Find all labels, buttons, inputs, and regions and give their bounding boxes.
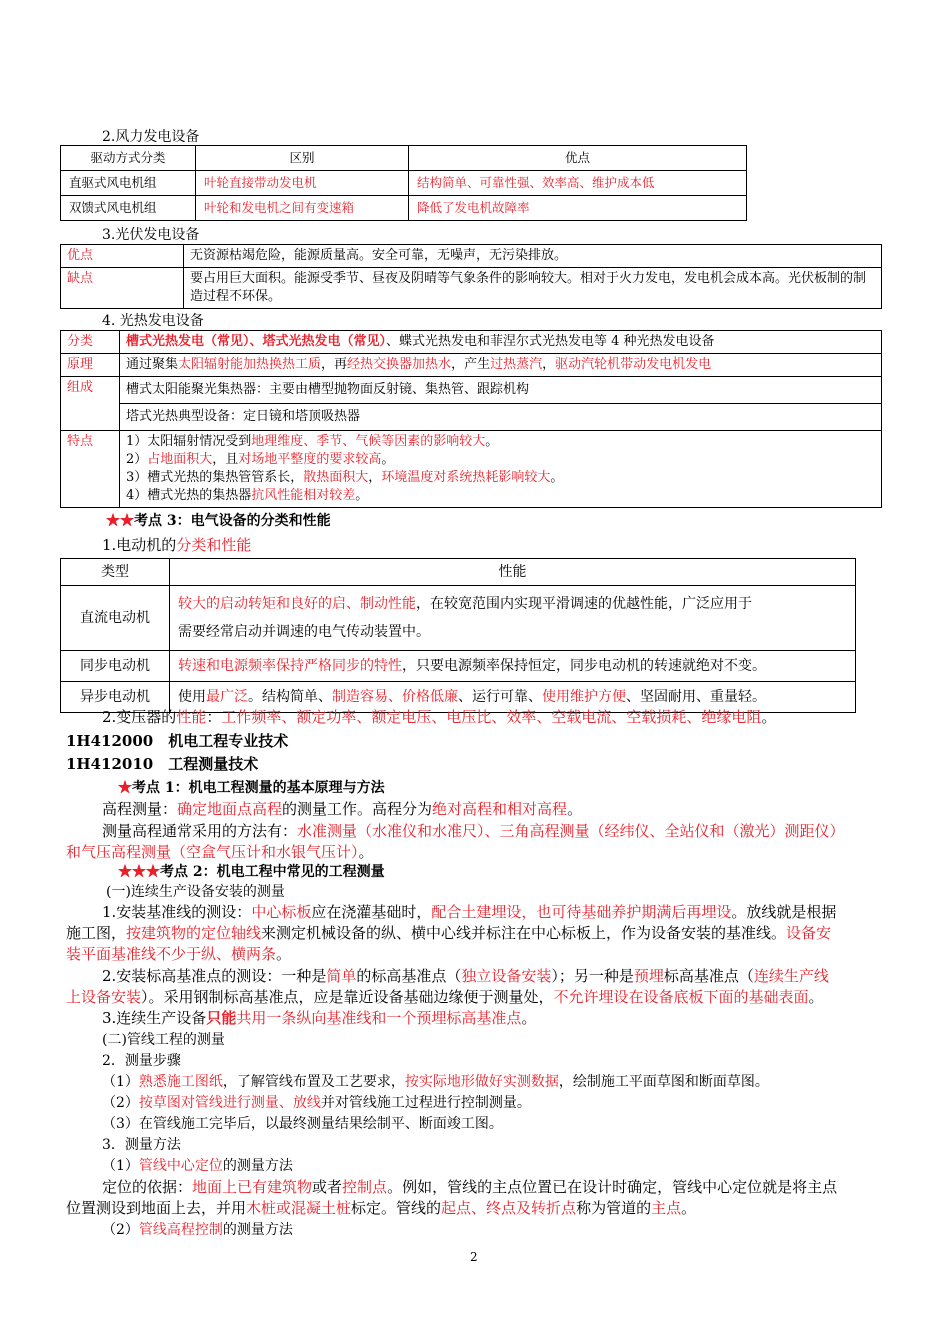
text-span: 。 — [355, 488, 369, 503]
paragraph — [102, 1219, 293, 1239]
text-span: 位置测设到地面上去，并用 — [66, 1199, 247, 1217]
star-icon: ★★ — [106, 513, 134, 529]
text-span: 按草图对管线进行测量、放线 — [138, 1095, 321, 1111]
text-span: 1.安装基准线的测设： — [102, 903, 252, 921]
text-span: 最广泛 — [206, 689, 248, 705]
text-span: 管线中心定位 — [138, 1158, 223, 1174]
pv-table — [60, 244, 882, 309]
text-span: 。 — [358, 843, 374, 861]
table-row — [61, 171, 747, 196]
table-cell: 组成 — [61, 377, 120, 431]
text-span: 。结构简单、 — [248, 689, 332, 705]
text-span: 主点 — [651, 1199, 682, 1217]
text-span: 的测量方法 — [222, 1222, 293, 1238]
table-cell: 无资源枯竭危险，能源质量高。安全可靠，无噪声，无污染排放。 — [184, 245, 882, 268]
text-span: 1）太阳辐射情况受到 — [126, 434, 252, 449]
text-span: 使用维护方便 — [542, 689, 626, 705]
text-span: 。 — [681, 1199, 697, 1217]
wind-title: 2.风力发电设备 — [102, 129, 200, 145]
text-span: 独立设备安装 — [461, 967, 552, 985]
text-span: 的标高基准点（ — [356, 967, 462, 985]
paragraph — [102, 798, 582, 819]
kd1-heading — [118, 777, 385, 797]
text-span: 按建筑物的定位轴线 — [126, 924, 262, 942]
table-row — [61, 245, 882, 268]
table-cell: 槽式太阳能聚光集热器：主要由槽型抛物面反射镜、集热管、跟踪机构 — [120, 377, 882, 404]
red-text: 驱动汽轮机带动发电机发电 — [555, 357, 712, 372]
text-span: 上设备安装 — [66, 988, 142, 1006]
text-span: 称为管道的 — [576, 1199, 652, 1217]
transformer-line — [102, 706, 776, 727]
table-row — [61, 268, 882, 309]
text-span: 和气压高程测量（空盒气压计和水银气压计） — [66, 843, 359, 861]
table-cell — [120, 331, 882, 354]
table-cell: 异步电动机 — [61, 682, 170, 713]
thermal-table — [60, 330, 882, 508]
table-row — [61, 377, 882, 404]
table-cell: 结构简单、可靠性强、效率高、维护成本低 — [409, 171, 747, 196]
text-span: 1.电动机的 — [102, 536, 177, 554]
list-item — [126, 451, 875, 469]
text-span: 简单 — [326, 967, 357, 985]
subsection-title: (二)管线工程的测量 — [102, 1032, 225, 1048]
text-span: ，绘制施工平面草图和断面草图。 — [558, 1074, 769, 1090]
text: 通过聚集 — [126, 357, 179, 372]
text-span: 预埋 — [633, 967, 664, 985]
text-span: 定位的依据： — [102, 1178, 193, 1196]
star-icon: ★★★ — [118, 864, 160, 880]
text-span: 制造容易、价格低廉 — [332, 689, 458, 705]
table-cell: 直流电动机 — [61, 586, 170, 651]
table-row — [61, 354, 882, 377]
text-span: 绝对高程和相对高程 — [432, 800, 568, 818]
text-span: 不允许埋设在设备底板下面的基础表面 — [553, 988, 809, 1006]
text-span: 共用一条纵向基准线和一个预埋标高基准点 — [236, 1009, 522, 1027]
text-span: 按实际地形做好实测数据 — [404, 1074, 559, 1090]
table-cell: 原理 — [61, 354, 120, 377]
table-cell: 叶轮直接带动发电机 — [196, 171, 409, 196]
text-span: 标高基准点（ — [663, 967, 754, 985]
text-span: 。 — [567, 800, 583, 818]
table-cell: 直驱式风电机组 — [61, 171, 196, 196]
paragraph — [102, 1071, 769, 1091]
text-span: （2） — [102, 1095, 139, 1111]
text-span: 占地面积大 — [147, 452, 213, 467]
table-row — [61, 651, 856, 682]
text-span: 应在浇灌基础时， — [311, 903, 432, 921]
paragraph — [102, 1092, 531, 1112]
thermal-title: 4. 光热发电设备 — [102, 313, 204, 329]
text-span: 使用 — [178, 689, 206, 705]
text-span: （1） — [102, 1158, 139, 1174]
text-span: 。 — [276, 945, 292, 963]
list-item — [61, 559, 856, 586]
text-span: 木桩或混凝土桩 — [246, 1199, 352, 1217]
table-cell: 同步电动机 — [61, 651, 170, 682]
paragraph — [66, 1197, 696, 1218]
star-icon: ★ — [118, 780, 132, 796]
text-span: 标定。管线的 — [351, 1199, 442, 1217]
text: ，再 — [321, 357, 348, 372]
paragraph — [102, 1155, 293, 1175]
text-span: 工作频率、额定功率、额定电压、电压比、效率、空载电流、空载损耗、绝缘电阻 — [221, 708, 762, 726]
text-span: 熟悉施工图纸 — [138, 1074, 223, 1090]
text-span: 需要经常启动并调速的电气传动装置中。 — [178, 624, 430, 640]
page-number: 2 — [470, 1250, 478, 1264]
table-cell — [120, 431, 882, 508]
table-cell: 特点 — [61, 431, 120, 508]
text-span: 地面上已有建筑物 — [192, 1178, 313, 1196]
text-span: 。 — [808, 988, 824, 1006]
text-span: 、坚固耐用、重量轻。 — [626, 689, 766, 705]
table-cell: 降低了发电机故障率 — [409, 196, 747, 221]
text-span: 的测量工作。高程分为 — [282, 800, 433, 818]
text-span: （2） — [102, 1222, 139, 1238]
text-span: ： — [206, 708, 222, 726]
paragraph — [102, 820, 845, 841]
list-item — [126, 433, 875, 451]
text-span: 。 — [550, 470, 564, 485]
table-cell — [170, 586, 856, 651]
text-span: 中心标板 — [251, 903, 312, 921]
pv-title: 3.光伏发电设备 — [102, 227, 200, 243]
text-span: 只能 — [206, 1009, 237, 1027]
text-span: 起点、终点及转折点 — [441, 1199, 577, 1217]
text-span: 、运行可靠、 — [458, 689, 542, 705]
motor-table — [60, 558, 856, 713]
paragraph — [66, 841, 374, 862]
text-span: 对场地平整度的要求较高 — [238, 452, 382, 467]
list-item — [126, 487, 875, 505]
text-span: 来测定机械设备的纵、横中心线并标注在中心标板上，作为设备安装的基准线。 — [261, 924, 787, 942]
table-cell — [170, 651, 856, 682]
table-row — [61, 331, 882, 354]
text-span: 较大的启动转矩和良好的启、制动性能 — [178, 596, 416, 612]
table-cell: 优点 — [61, 245, 184, 268]
text-span: 性能 — [176, 708, 207, 726]
text-span: 。例如，管线的主点位置已在设计时确定，管线中心定位就是将主点 — [387, 1178, 838, 1196]
table-row — [61, 404, 882, 431]
text-span: 3）槽式光热的集热管管系长， — [126, 470, 304, 485]
chapter-heading: 1H412000 机电工程专业技术 — [66, 732, 289, 750]
paragraph: （3）在管线施工完毕后，以最终测量结果绘制平、断面竣工图。 — [102, 1116, 503, 1132]
table-row — [61, 196, 747, 221]
list-item — [61, 146, 747, 171]
text-span: 确定地面点高程 — [177, 800, 283, 818]
paragraph — [102, 1176, 837, 1197]
text-span: 。 — [381, 452, 395, 467]
wind-table — [60, 145, 747, 221]
text-span: 。放线就是根据 — [731, 903, 837, 921]
red-text: 太阳辐射能加热换热工质 — [178, 357, 322, 372]
paragraph — [102, 965, 829, 986]
paragraph — [66, 922, 831, 943]
text-span: 或者 — [312, 1178, 343, 1196]
text-span: 管线高程控制 — [138, 1222, 223, 1238]
text-span: ，且 — [212, 452, 239, 467]
table-cell: 塔式光热典型设备：定日镜和塔顶吸热器 — [120, 404, 882, 431]
red-text: 槽式光热发电（常见）、塔式光热发电（常见） — [126, 334, 387, 349]
text-span: 的测量方法 — [222, 1158, 293, 1174]
list-item — [126, 469, 875, 487]
kd3-heading — [106, 510, 331, 530]
subsection-title: (一)连续生产设备安装的测量 — [106, 884, 285, 900]
wind-header: 驱动方式分类 — [61, 146, 196, 171]
text: ，产生 — [451, 357, 491, 372]
table-cell: 分类 — [61, 331, 120, 354]
subheading: 3．测量方法 — [102, 1137, 181, 1153]
motor-title — [102, 534, 251, 555]
text-span: （1） — [102, 1074, 139, 1090]
text-span: 施工图， — [66, 924, 127, 942]
text-span: ，只要电源频率保持恒定，同步电动机的转速就绝对不变。 — [402, 658, 766, 674]
text-span: 分类和性能 — [176, 536, 252, 554]
text-span: 。 — [761, 708, 777, 726]
kd2-heading — [118, 861, 385, 881]
text-span: ，在较宽范围内实现平滑调速的优越性能，广泛应用于 — [416, 596, 752, 612]
paragraph — [66, 943, 291, 964]
text-span: 2） — [126, 452, 148, 467]
text-span: 散热面积大 — [303, 470, 369, 485]
text-span: 考点 1：机电工程测量的基本原理与方法 — [132, 780, 385, 796]
wind-header: 区别 — [196, 146, 409, 171]
text-span: 地理维度、季节、气候等因素的影响较大 — [251, 434, 486, 449]
table-row — [61, 586, 856, 651]
red-text: 过热蒸汽 — [490, 357, 543, 372]
text: 、蝶式光热发电和菲涅尔式光热发电等 4 种光热发电设备 — [386, 334, 715, 349]
section-heading: 1H412010 工程测量技术 — [66, 755, 259, 773]
text-span: 考点 3：电气设备的分类和性能 — [134, 513, 331, 529]
text-span: 2.变压器的 — [102, 708, 177, 726]
table-cell: 叶轮和发电机之间有变速箱 — [196, 196, 409, 221]
text-span: 考点 2：机电工程中常见的工程测量 — [160, 864, 385, 880]
text-span: 环境温度对系统热耗影响较大 — [381, 470, 551, 485]
motor-header: 类型 — [61, 559, 170, 586]
text-span: 3.连续生产设备 — [102, 1009, 207, 1027]
table-cell: 缺点 — [61, 268, 184, 309]
table-cell — [120, 354, 882, 377]
paragraph — [102, 901, 836, 922]
motor-header: 性能 — [170, 559, 856, 586]
text-span: 装平面基准线不少于纵、横两条 — [66, 945, 277, 963]
red-text: 经热交换器加热水 — [347, 357, 452, 372]
text-span: 。 — [485, 434, 499, 449]
text-span: 。 — [521, 1009, 537, 1027]
text-span: 设备安 — [786, 924, 832, 942]
wind-header: 优点 — [409, 146, 747, 171]
text: ， — [542, 357, 556, 372]
text-span: ）。采用钢制标高基准点，应是靠近设备基础边缘便于测量处， — [141, 988, 554, 1006]
paragraph — [66, 986, 824, 1007]
table-cell: 要占用巨大面积。能源受季节、昼夜及阴晴等气象条件的影响较大。相对于火力发电，发电机会成本高。光伏板制的制造过程不环保。 — [184, 268, 882, 309]
text-span: 水准测量（水准仪和水准尺）、三角高程测量（经纬仪、全站仪和（激光）测距仪） — [297, 822, 845, 840]
text-span: 高程测量： — [102, 800, 178, 818]
text-span: 测量高程通常采用的方法有： — [102, 822, 298, 840]
subheading: 2．测量步骤 — [102, 1053, 181, 1069]
text-span: 2.安装标高基准点的测设：一种是 — [102, 967, 327, 985]
text-span: 并对管线施工过程进行控制测量。 — [320, 1095, 531, 1111]
text-span: 抗风性能相对较差 — [251, 488, 356, 503]
table-cell: 双馈式风电机组 — [61, 196, 196, 221]
table-row — [61, 431, 882, 508]
paragraph — [102, 1007, 536, 1028]
text-span: 配合土建埋设，也可待基础养护期满后再埋设 — [431, 903, 732, 921]
text-span: 控制点 — [342, 1178, 388, 1196]
text-span: ， — [368, 470, 382, 485]
text-span: ）；另一种是 — [551, 967, 634, 985]
text-span: ，了解管线布置及工艺要求， — [222, 1074, 405, 1090]
text-span: 4）槽式光热的集热器 — [126, 488, 252, 503]
text-span: 连续生产线 — [753, 967, 829, 985]
text-span: 转速和电源频率保持严格同步的特性 — [178, 658, 402, 674]
